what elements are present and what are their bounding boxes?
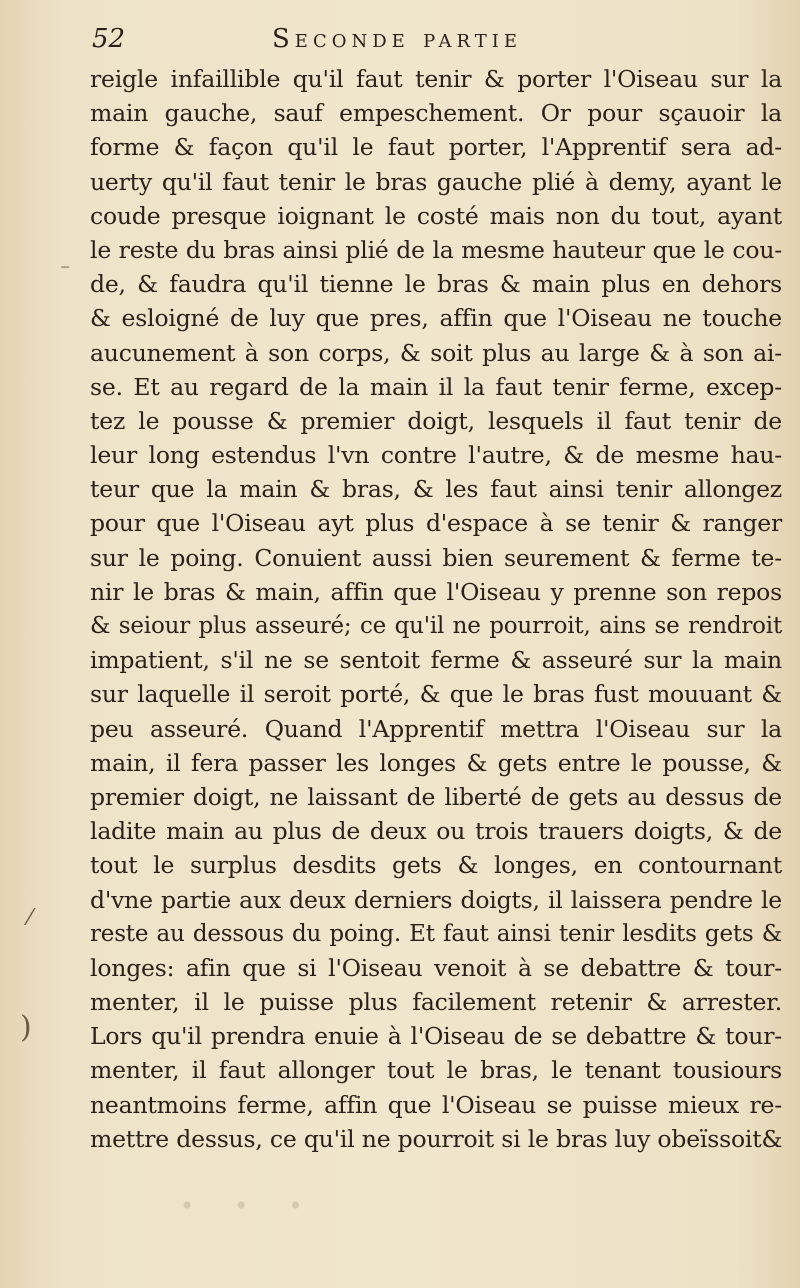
text-line: premier doigt, ne laissant de liberté de gets au dessus de [90,782,782,811]
text-line: coude presque ioignant le costé mais non du tout, ayant [90,201,782,230]
text-line: & seiour plus asseuré; ce qu'il ne pourroit, ains se rendroit [90,613,782,639]
text-line: teur que la main & bras, & les faut ainsi tenir allongez [90,475,782,504]
text-line: & esloigné de luy que pres, affin que l'Oiseau ne touche [90,304,782,333]
text-line: nir le bras & main, affin que l'Oiseau y prenne son repos [90,577,782,606]
page-header [92,18,782,62]
text-line: Lors qu'il prendra enuie à l'Oiseau de se debattre & tour- [90,1022,782,1051]
text-line: tout le surplus desdits gets & longes, en contournant [90,851,782,880]
text-line: mettre dessus, ce qu'il ne pourroit si le bras luy obeïssoit& [90,1124,783,1153]
margin-stroke-mark: ⁄ [28,906,32,931]
text-line: de, & faudra qu'il tienne le bras & main plus en dehors [90,270,782,299]
text-line: reigle infaillible qu'il faut tenir & porter l'Oiseau sur la [90,65,782,93]
margin-dash-mark: ⁻ [60,258,71,282]
margin-parenthesis-mark: ) [20,1010,32,1045]
running-head: Seconde partie [272,24,523,54]
text-line: uerty qu'il faut tenir le bras gauche plié à demy, ayant le [90,167,782,196]
text-line: main, il fera passer les longes & gets entre le pousse, & [90,748,782,777]
body-text [90,62,782,1156]
text-line: se. Et au regard de la main il la faut tenir ferme, excep- [90,372,782,401]
text-line: menter, il faut allonger tout le bras, le tenant tousiours [90,1056,782,1085]
text-line: impatient, s'il ne se sentoit ferme & asseuré sur la main [90,646,782,675]
text-line: ladite main au plus de deux ou trois trauers doigts, & de [90,817,782,846]
text-line: main gauche, sauf empeschement. Or pour sçauoir la [90,99,782,128]
text-line: sur le poing. Conuient aussi bien seurement & ferme te- [90,543,782,572]
text-line: longes: afin que si l'Oiseau venoit à se debattre & tour- [90,953,782,982]
text-line: aucunement à son corps, & soit plus au large & à son ai- [90,338,782,367]
text-line: forme & façon qu'il le faut porter, l'Apprentif sera ad- [90,133,782,162]
text-line: leur long estendus l'vn contre l'autre, & de mesme hau- [90,441,782,470]
text-line: neantmoins ferme, affin que l'Oiseau se puisse mieux re- [90,1090,782,1119]
page-number: 52 [92,24,126,54]
text-line: tez le pousse & premier doigt, lesquels il faut tenir de [90,406,782,435]
text-line: le reste du bras ainsi plié de la mesme hauteur que le cou- [90,235,782,264]
text-line: pour que l'Oiseau ayt plus d'espace à se tenir & ranger [90,509,782,538]
show-through-bleed: ••• [180,1192,343,1220]
text-line: peu asseuré. Quand l'Apprentif mettra l'Oiseau sur la [90,714,782,743]
text-line: menter, il le puisse plus facilement retenir & arrester. [90,988,782,1017]
text-line: reste au dessous du poing. Et faut ainsi tenir lesdits gets & [90,920,782,947]
text-line: sur laquelle il seroit porté, & que le bras fust mouuant & [90,680,782,709]
text-line: d'vne partie aux deux derniers doigts, il laissera pendre le [90,885,782,914]
